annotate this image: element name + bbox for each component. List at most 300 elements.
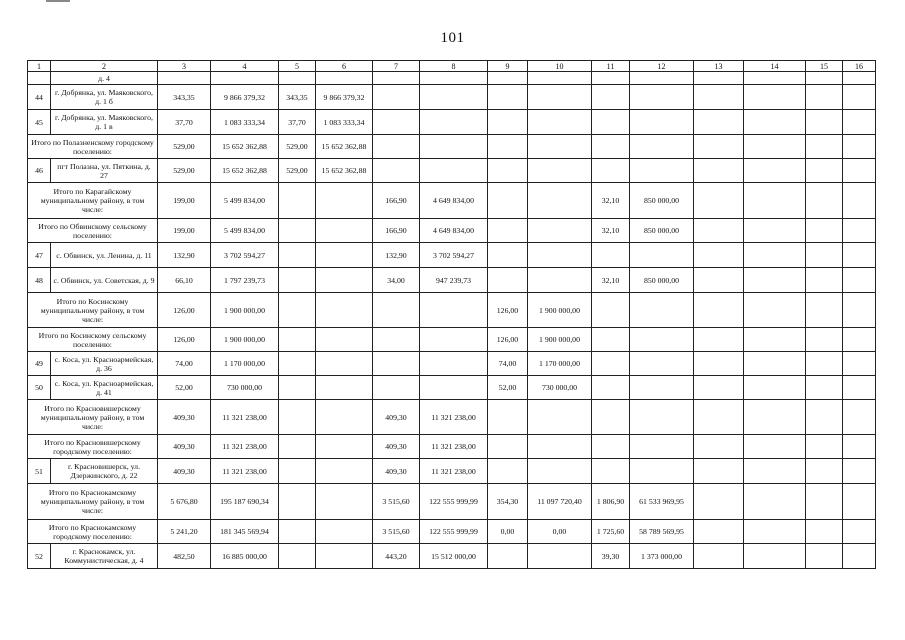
value-cell xyxy=(843,110,876,135)
value-cell xyxy=(420,72,488,85)
value-cell xyxy=(316,459,373,484)
value-cell: 126,00 xyxy=(488,293,528,328)
value-cell: 15 652 362,88 xyxy=(316,135,373,159)
value-cell xyxy=(316,376,373,400)
value-cell: 4 649 834,00 xyxy=(420,219,488,243)
value-cell xyxy=(630,110,694,135)
value-cell: 1 170 000,00 xyxy=(528,352,592,376)
value-cell xyxy=(806,400,843,435)
value-cell xyxy=(528,268,592,293)
column-number-cell: 11 xyxy=(592,61,630,72)
value-cell: 132,90 xyxy=(373,243,420,268)
column-number-cell: 13 xyxy=(694,61,744,72)
value-cell xyxy=(528,85,592,110)
value-cell xyxy=(528,183,592,219)
value-cell xyxy=(420,352,488,376)
value-cell xyxy=(279,459,316,484)
value-cell: 3 515,60 xyxy=(373,484,420,520)
value-cell: 199,00 xyxy=(158,219,211,243)
value-cell: 15 512 000,00 xyxy=(420,544,488,569)
row-number-cell: 51 xyxy=(28,459,51,484)
value-cell xyxy=(592,85,630,110)
value-cell xyxy=(373,293,420,328)
value-cell xyxy=(806,293,843,328)
value-cell xyxy=(420,85,488,110)
subtotal-row xyxy=(28,328,876,352)
value-cell xyxy=(744,159,806,183)
value-cell xyxy=(694,400,744,435)
value-cell xyxy=(744,85,806,110)
value-cell xyxy=(843,135,876,159)
value-cell: 0,00 xyxy=(528,520,592,544)
value-cell xyxy=(420,328,488,352)
value-cell xyxy=(279,183,316,219)
value-cell: 32,10 xyxy=(592,183,630,219)
value-cell xyxy=(528,243,592,268)
value-cell xyxy=(316,268,373,293)
value-cell xyxy=(744,376,806,400)
value-cell xyxy=(744,293,806,328)
address-cell: с. Обвинск, ул. Советская, д. 9 xyxy=(51,268,158,293)
subtotal-label: Итого по Красновишерскому городскому поселению: xyxy=(28,435,158,459)
value-cell xyxy=(843,459,876,484)
column-number-cell: 12 xyxy=(630,61,694,72)
value-cell xyxy=(488,243,528,268)
table-row xyxy=(28,459,876,484)
value-cell xyxy=(694,293,744,328)
value-cell: 1 725,60 xyxy=(592,520,630,544)
value-cell xyxy=(744,72,806,85)
column-number-cell: 15 xyxy=(806,61,843,72)
value-cell xyxy=(592,376,630,400)
value-cell: 1 170 000,00 xyxy=(211,352,279,376)
column-number-cell: 4 xyxy=(211,61,279,72)
value-cell xyxy=(592,400,630,435)
value-cell: 11 321 238,00 xyxy=(211,435,279,459)
value-cell xyxy=(806,183,843,219)
value-cell xyxy=(843,544,876,569)
value-cell xyxy=(744,328,806,352)
row-number-cell: 48 xyxy=(28,268,51,293)
value-cell xyxy=(806,376,843,400)
value-cell xyxy=(528,219,592,243)
value-cell xyxy=(279,328,316,352)
value-cell xyxy=(528,159,592,183)
address-cell: г. Красновишерск, ул. Дзержинского, д. 22 xyxy=(51,459,158,484)
row-number-cell: 52 xyxy=(28,544,51,569)
table-row xyxy=(28,376,876,400)
value-cell: 11 321 238,00 xyxy=(211,400,279,435)
value-cell xyxy=(373,376,420,400)
value-cell xyxy=(694,352,744,376)
value-cell xyxy=(694,85,744,110)
value-cell: 9 866 379,32 xyxy=(211,85,279,110)
value-cell xyxy=(843,243,876,268)
value-cell xyxy=(592,110,630,135)
value-cell xyxy=(843,219,876,243)
value-cell: 74,00 xyxy=(488,352,528,376)
value-cell: 529,00 xyxy=(279,135,316,159)
value-cell xyxy=(630,135,694,159)
value-cell xyxy=(279,72,316,85)
value-cell xyxy=(316,72,373,85)
value-cell: 343,35 xyxy=(279,85,316,110)
value-cell: 850 000,00 xyxy=(630,183,694,219)
value-cell: 409,30 xyxy=(373,400,420,435)
subtotal-row xyxy=(28,484,876,520)
value-cell: 850 000,00 xyxy=(630,268,694,293)
value-cell: 52,00 xyxy=(488,376,528,400)
table-row xyxy=(28,268,876,293)
value-cell xyxy=(211,72,279,85)
value-cell xyxy=(592,72,630,85)
value-cell xyxy=(528,459,592,484)
value-cell: 947 239,73 xyxy=(420,268,488,293)
value-cell: 11 321 238,00 xyxy=(420,400,488,435)
value-cell xyxy=(373,110,420,135)
value-cell: 3 515,60 xyxy=(373,520,420,544)
value-cell xyxy=(744,459,806,484)
value-cell xyxy=(420,135,488,159)
value-cell: 3 702 594,27 xyxy=(420,243,488,268)
value-cell xyxy=(279,400,316,435)
value-cell xyxy=(528,110,592,135)
value-cell xyxy=(373,159,420,183)
page-number: 101 xyxy=(440,30,465,46)
column-number-cell: 7 xyxy=(373,61,420,72)
value-cell xyxy=(420,110,488,135)
value-cell: 66,10 xyxy=(158,268,211,293)
value-cell xyxy=(806,459,843,484)
value-cell: 37,70 xyxy=(279,110,316,135)
value-cell: 354,30 xyxy=(488,484,528,520)
table-row xyxy=(28,243,876,268)
value-cell xyxy=(843,159,876,183)
value-cell: 1 083 333,34 xyxy=(316,110,373,135)
subtotal-row xyxy=(28,293,876,328)
value-cell xyxy=(488,159,528,183)
subtotal-row xyxy=(28,219,876,243)
value-cell: 39,30 xyxy=(592,544,630,569)
value-cell xyxy=(316,520,373,544)
column-number-cell: 6 xyxy=(316,61,373,72)
value-cell: 5 676,80 xyxy=(158,484,211,520)
value-cell xyxy=(592,352,630,376)
value-cell xyxy=(592,328,630,352)
value-cell: 5 499 834,00 xyxy=(211,219,279,243)
value-cell: 529,00 xyxy=(279,159,316,183)
value-cell: 126,00 xyxy=(158,328,211,352)
value-cell xyxy=(488,85,528,110)
value-cell xyxy=(843,376,876,400)
value-cell xyxy=(694,520,744,544)
table-row xyxy=(28,544,876,569)
subtotal-row xyxy=(28,135,876,159)
value-cell xyxy=(488,110,528,135)
value-cell xyxy=(694,135,744,159)
value-cell: 11 097 720,40 xyxy=(528,484,592,520)
value-cell: 730 000,00 xyxy=(528,376,592,400)
value-cell xyxy=(694,159,744,183)
value-cell xyxy=(806,110,843,135)
column-number-cell: 5 xyxy=(279,61,316,72)
column-number-cell: 3 xyxy=(158,61,211,72)
address-cell: с. Коса, ул. Красноармейская, д. 36 xyxy=(51,352,158,376)
value-cell xyxy=(488,544,528,569)
value-cell xyxy=(630,328,694,352)
value-cell xyxy=(630,293,694,328)
value-cell: 343,35 xyxy=(158,85,211,110)
subtotal-row xyxy=(28,400,876,435)
value-cell: 166,90 xyxy=(373,183,420,219)
table-body xyxy=(28,72,876,569)
value-cell xyxy=(694,268,744,293)
value-cell: 166,90 xyxy=(373,219,420,243)
value-cell: 409,30 xyxy=(158,459,211,484)
value-cell xyxy=(592,135,630,159)
value-cell xyxy=(279,484,316,520)
value-cell: 3 702 594,27 xyxy=(211,243,279,268)
table-row xyxy=(28,159,876,183)
value-cell: 5 499 834,00 xyxy=(211,183,279,219)
value-cell: 850 000,00 xyxy=(630,219,694,243)
value-cell xyxy=(316,293,373,328)
value-cell xyxy=(420,293,488,328)
value-cell xyxy=(806,484,843,520)
value-cell xyxy=(592,435,630,459)
value-cell xyxy=(806,352,843,376)
column-number-cell: 1 xyxy=(28,61,51,72)
value-cell: 122 555 999,99 xyxy=(420,520,488,544)
value-cell xyxy=(420,159,488,183)
value-cell xyxy=(806,72,843,85)
subtotal-row xyxy=(28,520,876,544)
value-cell xyxy=(806,520,843,544)
value-cell xyxy=(630,72,694,85)
value-cell xyxy=(592,159,630,183)
value-cell xyxy=(488,459,528,484)
subtotal-label: Итого по Краснокамскому муниципальному району, в том числе: xyxy=(28,484,158,520)
address-cell: с. Обвинск, ул. Ленина, д. 11 xyxy=(51,243,158,268)
value-cell xyxy=(694,328,744,352)
table-row xyxy=(28,72,876,85)
value-cell xyxy=(316,435,373,459)
value-cell xyxy=(488,435,528,459)
value-cell: 34,00 xyxy=(373,268,420,293)
value-cell xyxy=(373,135,420,159)
value-cell xyxy=(744,352,806,376)
value-cell xyxy=(694,435,744,459)
value-cell xyxy=(744,219,806,243)
subtotal-row xyxy=(28,435,876,459)
value-cell: 1 900 000,00 xyxy=(211,328,279,352)
address-cell: г. Добрянка, ул. Маяковского, д. 1 в xyxy=(51,110,158,135)
value-cell: 0,00 xyxy=(488,520,528,544)
value-cell: 409,30 xyxy=(373,435,420,459)
value-cell xyxy=(488,183,528,219)
value-cell: 11 321 238,00 xyxy=(420,459,488,484)
value-cell: 1 900 000,00 xyxy=(528,328,592,352)
value-cell xyxy=(528,544,592,569)
value-cell xyxy=(488,219,528,243)
column-number-cell: 9 xyxy=(488,61,528,72)
value-cell xyxy=(279,352,316,376)
value-cell xyxy=(843,435,876,459)
value-cell: 195 187 690,34 xyxy=(211,484,279,520)
value-cell: 443,20 xyxy=(373,544,420,569)
value-cell: 15 652 362,88 xyxy=(211,135,279,159)
column-number-cell: 8 xyxy=(420,61,488,72)
value-cell: 1 797 239,73 xyxy=(211,268,279,293)
value-cell xyxy=(744,400,806,435)
value-cell xyxy=(528,72,592,85)
value-cell xyxy=(694,376,744,400)
value-cell xyxy=(630,435,694,459)
value-cell xyxy=(694,243,744,268)
value-cell xyxy=(744,268,806,293)
value-cell xyxy=(528,135,592,159)
column-number-cell: 2 xyxy=(51,61,158,72)
value-cell xyxy=(158,72,211,85)
row-number-cell xyxy=(28,72,51,85)
value-cell: 199,00 xyxy=(158,183,211,219)
value-cell: 529,00 xyxy=(158,159,211,183)
housing-program-table xyxy=(27,60,876,569)
value-cell xyxy=(744,110,806,135)
value-cell: 4 649 834,00 xyxy=(420,183,488,219)
value-cell xyxy=(694,544,744,569)
value-cell xyxy=(806,243,843,268)
value-cell xyxy=(694,72,744,85)
value-cell xyxy=(316,243,373,268)
value-cell: 1 806,90 xyxy=(592,484,630,520)
value-cell xyxy=(630,243,694,268)
value-cell xyxy=(279,520,316,544)
value-cell xyxy=(744,544,806,569)
value-cell xyxy=(694,484,744,520)
value-cell xyxy=(488,400,528,435)
value-cell xyxy=(806,328,843,352)
subtotal-label: Итого по Полазненскому городскому поселению: xyxy=(28,135,158,159)
value-cell: 409,30 xyxy=(158,435,211,459)
value-cell xyxy=(488,72,528,85)
column-number-cell: 16 xyxy=(843,61,876,72)
value-cell: 16 885 000,00 xyxy=(211,544,279,569)
value-cell xyxy=(843,484,876,520)
subtotal-label: Итого по Косинскому муниципальному району, в том числе: xyxy=(28,293,158,328)
value-cell xyxy=(843,85,876,110)
value-cell xyxy=(420,376,488,400)
value-cell xyxy=(806,135,843,159)
value-cell xyxy=(279,293,316,328)
value-cell xyxy=(488,268,528,293)
value-cell xyxy=(279,435,316,459)
value-cell xyxy=(806,219,843,243)
row-number-cell: 45 xyxy=(28,110,51,135)
value-cell xyxy=(744,135,806,159)
value-cell xyxy=(744,243,806,268)
value-cell: 15 652 362,88 xyxy=(316,159,373,183)
value-cell xyxy=(806,159,843,183)
value-cell: 122 555 999,99 xyxy=(420,484,488,520)
value-cell: 61 533 969,95 xyxy=(630,484,694,520)
value-cell xyxy=(279,376,316,400)
value-cell xyxy=(806,544,843,569)
row-number-cell: 46 xyxy=(28,159,51,183)
value-cell: 181 345 569,94 xyxy=(211,520,279,544)
value-cell: 1 083 333,34 xyxy=(211,110,279,135)
value-cell xyxy=(630,85,694,110)
value-cell xyxy=(694,110,744,135)
value-cell xyxy=(316,484,373,520)
value-cell xyxy=(843,268,876,293)
value-cell xyxy=(843,183,876,219)
value-cell xyxy=(528,435,592,459)
row-number-cell: 44 xyxy=(28,85,51,110)
value-cell xyxy=(373,352,420,376)
value-cell xyxy=(316,328,373,352)
subtotal-row xyxy=(28,183,876,219)
value-cell xyxy=(279,219,316,243)
row-number-cell: 47 xyxy=(28,243,51,268)
subtotal-label: Итого по Карагайскому муниципальному району, в том числе: xyxy=(28,183,158,219)
value-cell: 9 866 379,32 xyxy=(316,85,373,110)
value-cell: 58 789 569,95 xyxy=(630,520,694,544)
table-row xyxy=(28,85,876,110)
value-cell: 126,00 xyxy=(488,328,528,352)
subtotal-label: Итого по Краснокамскому городскому поселению: xyxy=(28,520,158,544)
value-cell: 529,00 xyxy=(158,135,211,159)
value-cell xyxy=(744,183,806,219)
value-cell xyxy=(744,435,806,459)
value-cell: 409,30 xyxy=(158,400,211,435)
value-cell xyxy=(843,293,876,328)
value-cell xyxy=(744,484,806,520)
value-cell xyxy=(630,459,694,484)
value-cell xyxy=(744,520,806,544)
value-cell xyxy=(694,219,744,243)
value-cell: 32,10 xyxy=(592,219,630,243)
value-cell xyxy=(843,352,876,376)
value-cell: 11 321 238,00 xyxy=(420,435,488,459)
address-cell: д. 4 xyxy=(51,72,158,85)
value-cell: 32,10 xyxy=(592,268,630,293)
subtotal-label: Итого по Косинскому сельскому поселению: xyxy=(28,328,158,352)
value-cell xyxy=(373,85,420,110)
value-cell xyxy=(316,400,373,435)
scan-edge-mark xyxy=(46,0,70,2)
subtotal-label: Итого по Красновишерскому муниципальному району, в том числе: xyxy=(28,400,158,435)
value-cell: 1 900 000,00 xyxy=(528,293,592,328)
value-cell: 74,00 xyxy=(158,352,211,376)
column-number-cell: 10 xyxy=(528,61,592,72)
row-number-cell: 50 xyxy=(28,376,51,400)
address-cell: с. Коса, ул. Красноармейская, д. 41 xyxy=(51,376,158,400)
table-row xyxy=(28,110,876,135)
value-cell xyxy=(630,159,694,183)
value-cell xyxy=(694,459,744,484)
value-cell xyxy=(630,400,694,435)
column-number-row xyxy=(28,61,876,72)
value-cell: 126,00 xyxy=(158,293,211,328)
value-cell xyxy=(592,243,630,268)
value-cell xyxy=(279,544,316,569)
value-cell xyxy=(316,183,373,219)
value-cell: 132,90 xyxy=(158,243,211,268)
value-cell xyxy=(806,268,843,293)
value-cell xyxy=(630,376,694,400)
value-cell xyxy=(488,135,528,159)
